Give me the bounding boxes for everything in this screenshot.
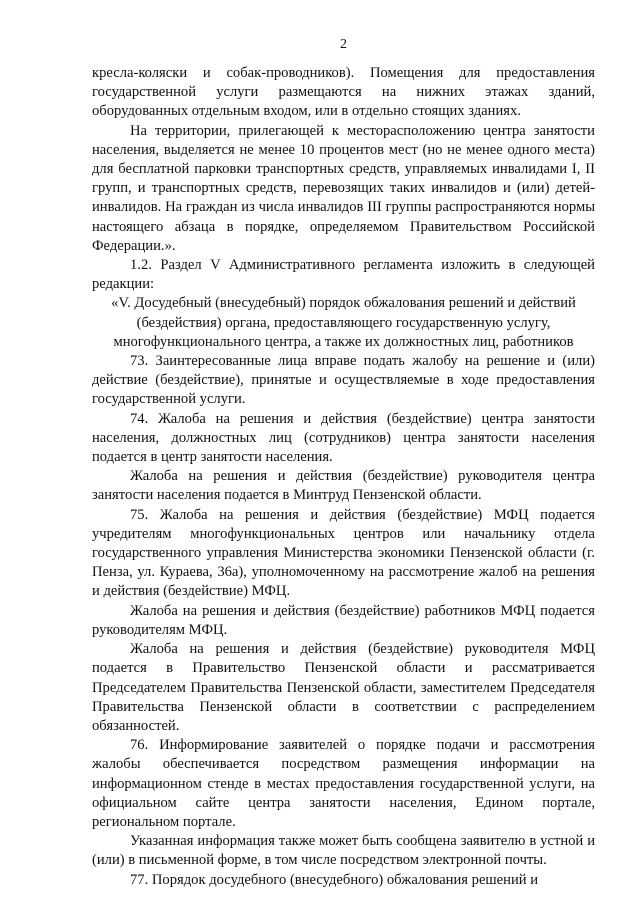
paragraph-74: 74. Жалоба на решения и действия (бездействие) центра занятости населения, должностных лиц (сотрудников) центра занятости населения подается в центр занятости населения. xyxy=(92,410,595,466)
paragraph-75-workers: Жалоба на решения и действия (бездействие) работников МФЦ подается руководителям МФЦ. xyxy=(92,602,595,638)
paragraph-76: 76. Информирование заявителей о порядке подачи и рассмотрения жалобы обеспечивается посредством размещения информации на информационном стенде в местах предоставления государственной услуги, на официальном сайте центра занятости населения, Едином портале, региональном портале. xyxy=(92,737,595,830)
paragraph-74-cont: Жалоба на решения и действия (бездействие) руководителя центра занятости населения подается в Минтруд Пензенской области. xyxy=(92,468,595,504)
paragraph-parking: На территории, прилегающей к месторасположению центра занятости населения, выделяется не менее 10 процентов мест (но не менее одного места) для бесплатной парковки транспортных средств, управляемых инвалидами I, II групп, и транспортных средств, перевозящих таких инвалидов и (или) детей-инвалидов. На граждан из числа инвалидов III группы распространяются нормы настоящего абзаца в порядке, определяемом Правительством Российской Федерации.». xyxy=(92,122,595,254)
paragraph-amendment: 1.2. Раздел V Административного регламента изложить в следующей редакции: xyxy=(92,257,595,293)
paragraph-continuation: кресла-коляски и собак-проводников). Помещения для предоставления государственной услуги размещаются на нижних этажах зданий, оборудованных отдельным входом, или в отдельно стоящих зданиях. xyxy=(92,65,595,120)
paragraph-73: 73. Заинтересованные лица вправе подать жалобу на решение и (или) действие (бездействие), принятые и осуществляемые в ходе предоставления государственной услуги. xyxy=(92,353,595,408)
page-number: 2 xyxy=(340,37,347,52)
paragraph-75: 75. Жалоба на решения и действия (бездействие) МФЦ подается учредителям многофункциональных центров или начальнику отдела государственного управления Министерства экономики Пензенской области (г. Пенза, ул. Кураева, 36а), уполномоченному на рассмотрение жалоб на решения и действия (бездействие) МФЦ. xyxy=(92,506,595,600)
section-heading: «V. Досудебный (внесудебный) порядок обжалования решений и действий (бездействия) органа, предоставляющего государственную услугу, многофункционального центра, а также их должностных лиц, работников xyxy=(111,295,576,350)
paragraph-75-head: Жалоба на решения и действия (бездействие) руководителя МФЦ подается в Правительство Пензенской области и рассматривается Председателем Правительства Пензенской области, заместителем Председателя Правительства Пензенской области в соответствии с распределением обязанностей. xyxy=(92,641,595,734)
document-body xyxy=(92,64,595,890)
paragraph-77: 77. Порядок досудебного (внесудебного) обжалования решений и xyxy=(130,871,539,888)
paragraph-76-cont: Указанная информация также может быть сообщена заявителю в устной и (или) в письменной форме, в том числе посредством электронной почты. xyxy=(92,833,595,869)
document-page xyxy=(92,36,595,890)
